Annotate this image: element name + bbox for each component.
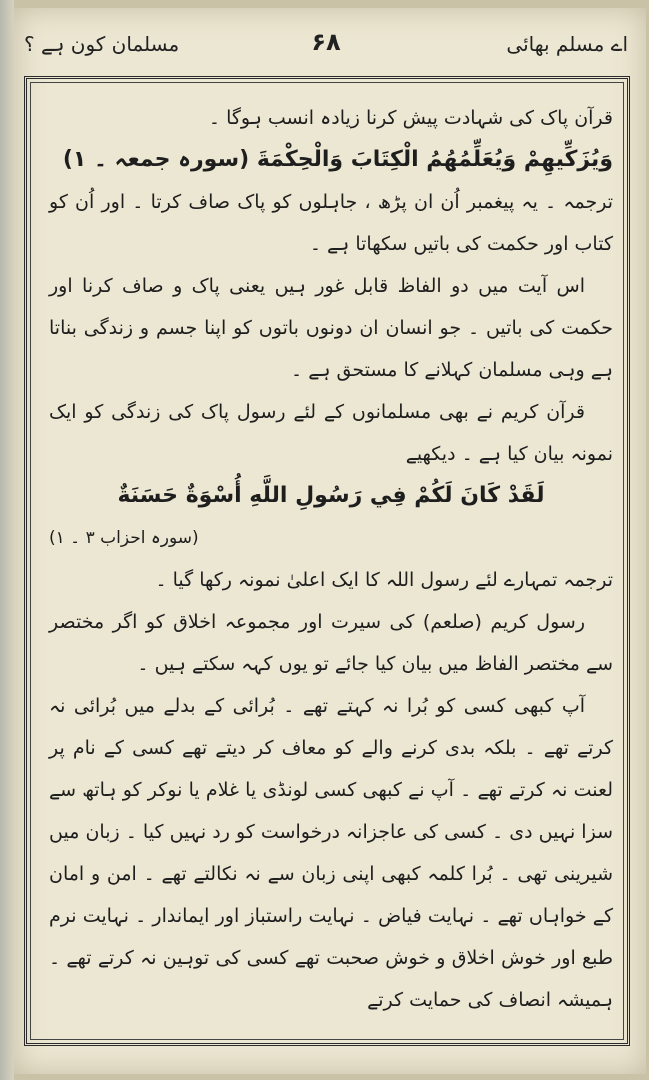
quran-verse: وَيُزَكِّيهِمْ وَيُعَلِّمُهُمُ الْكِتَابَ وَالْحِكْمَةَ (سورہ جمعہ ۔ ۱) [62, 147, 613, 172]
paragraph: قرآن کریم نے بھی مسلمانوں کے لئے رسول پاک کی زندگی کو ایک نمونہ بیان کیا ہے ۔ دیکھیے [49, 401, 613, 465]
paragraph: قرآن پاک کی شہادت پیش کرنا زیادہ انسب ہوگا ۔ [208, 107, 613, 129]
paragraph: رسول کریم (صلعم) کی سیرت اور مجموعہ اخلاق کو اگر مختصر سے مختصر الفاظ میں بیان کیا جائے تو یوں کہہ سکتے ہیں ۔ [49, 611, 613, 675]
paragraph: اس آیت میں دو الفاظ قابل غور ہیں یعنی پاک و صاف کرنا اور حکمت کی باتیں ۔ جو انسان ان دونوں باتوں کو اپنا جسم و زندگی بناتا ہے وہی مسلمان کہلانے کا مستحق ہے ۔ [49, 275, 613, 381]
translation-paragraph: ترجمہ ۔ یہ پیغمبر اُن ان پڑھ ، جاہلوں کو پاک صاف کرتا ۔ اور اُن کو کتاب اور حکمت کی باتیں سکھاتا ہے ۔ [49, 191, 613, 255]
running-head-right: اے مسلم بھائی [506, 32, 628, 56]
body-text [49, 97, 613, 1021]
running-head-left: مسلمان کون ہے ؟ [24, 32, 180, 56]
book-page [14, 8, 646, 1074]
book-gutter [0, 0, 14, 1080]
page-number: ۶۸ [311, 28, 341, 56]
text-frame [24, 76, 630, 1046]
paragraph: آپ کبھی کسی کو بُرا نہ کہتے تھے ۔ بُرائی کے بدلے میں بُرائی نہ کرتے تھے ۔ بلکہ بدی کرنے والے کو معاف کر دیتے تھے کسی کے نام پر لعنت نہ کرتے تھے ۔ آپ نے کبھی کسی لونڈی یا غلام یا نوکر کو ہاتھ سے سزا نہیں دی ۔ کسی کی عاجزانہ درخواست کو رد نہیں کیا ۔ زبان میں شیرینی تھی ۔ بُرا کلمہ کبھی اپنی زبان سے نہ نکالتے تھے ۔ امن و امان کے خواہاں تھے ۔ نہایت فیاض ۔ نہایت راستباز اور ایماندار ۔ نہایت نرم طبع اور خوش اخلاق و خوش صحبت تھے کسی کی توہین نہ کرتے تھے ۔ ہمیشہ انصاف کی حمایت کرتے [49, 695, 613, 1011]
translation-paragraph: ترجمہ تمہارے لئے رسول اللہ کا ایک اعلیٰ نمونہ رکھا گیا ۔ [155, 569, 613, 591]
running-head [24, 22, 628, 72]
quran-verse: لَقَدْ كَانَ لَكُمْ فِي رَسُولِ اللَّهِ أُسْوَةٌ حَسَنَةٌ [117, 483, 545, 508]
verse-reference: (سورہ احزاب ۳ ۔ ۱) [49, 528, 199, 548]
